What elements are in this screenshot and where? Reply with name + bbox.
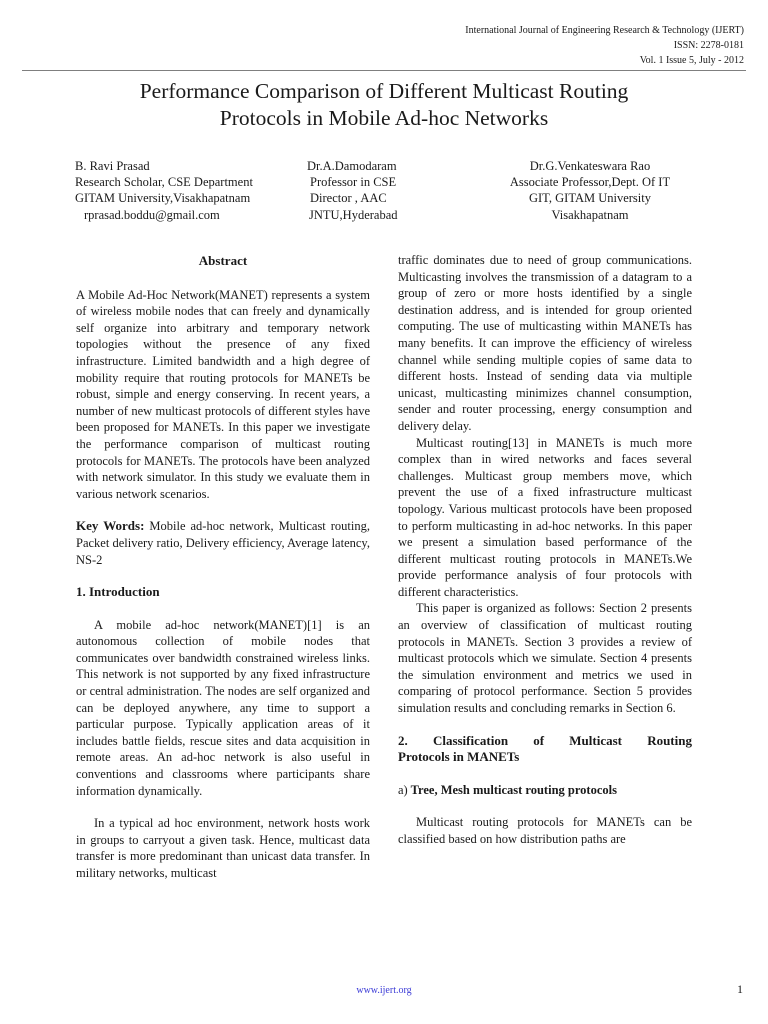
author-affiliation: GITAM University,Visakhapatnam <box>75 191 251 206</box>
author-location: Visakhapatnam <box>551 207 629 222</box>
introduction-heading: 1. Introduction <box>76 584 160 600</box>
author-block-1 <box>75 158 253 223</box>
right-column <box>398 252 692 848</box>
section-2-number: 2. <box>398 732 408 748</box>
author-role: Research Scholar, CSE Department <box>75 175 253 190</box>
author-location: JNTU,Hyderabad <box>309 207 398 222</box>
paper-title <box>40 78 728 132</box>
section-2a-title: Tree, Mesh multicast routing protocols <box>407 782 617 797</box>
section-2-word: Multicast <box>569 732 622 748</box>
introduction-paragraph-1: A mobile ad-hoc network(MANET)[1] is an autonomous collection of mobile nodes that communicates over bandwidth constrained wireless links. This network is not supported by any fixed infrastructure or central administration. The nodes are self organized and can be deployed anywhere, any time to support a particular purpose. Typically application areas of it includes battle fields, rescue sites and data acquisition in remote areas. An ad-hoc network is also useful in conventions and classrooms where participants share information dynamically. <box>76 617 370 798</box>
author-affiliation: GIT, GITAM University <box>528 191 651 206</box>
paper-title-line-2: Protocols in Mobile Ad-hoc Networks <box>219 106 549 130</box>
left-column <box>76 252 370 882</box>
section-2-heading-line-2: Protocols in MANETs <box>398 749 520 765</box>
abstract-heading: Abstract <box>198 253 248 268</box>
header-divider <box>22 70 746 71</box>
footer-website-link[interactable]: www.ijert.org <box>356 985 412 996</box>
section-2-word: Classification <box>432 732 509 748</box>
section-2a-heading <box>398 782 692 799</box>
keywords-text: Mobile ad-hoc network, Multicast routing, Packet delivery ratio, Delivery efficiency, Average latency, NS-2 <box>76 519 370 567</box>
introduction-paragraph-2-continued: traffic dominates due to need of group communications. Multicasting involves the transmission of a datagram to a group of zero or more hosts identified by a single destination address, and is intended for group oriented computing. The use of multicasting within MANETs has many benefits. It can improve the efficiency of wireless channel while sending multiple copies of same data to different hosts. Instead of sending data via multiple unicast, multicasting minimizes channel consumption, sender and router processing, energy consumption and delivery delay. <box>398 253 692 433</box>
journal-name: International Journal of Engineering Research & Technology (IJERT) <box>465 25 744 36</box>
author-role: Professor in CSE <box>310 175 397 190</box>
keywords-label: Key Words: <box>76 518 145 534</box>
keywords <box>76 518 370 568</box>
author-email[interactable]: rprasad.boddu@gmail.com <box>84 207 220 222</box>
introduction-paragraph-4: This paper is organized as follows: Section 2 presents an overview of classification of multicast routing protocols in MANETs. Section 3 provides a review of multicast protocols which we simulate. Section 4 presents the simulation environment and metrics we used in comparing of protocol performance. Section 5 provides simulation results and concluding remarks in Section 6. <box>398 601 692 716</box>
author-role: Associate Professor,Dept. Of IT <box>509 175 671 190</box>
section-2-word: of <box>533 732 545 748</box>
author-affiliation: Director , AAC <box>310 191 387 206</box>
paper-title-line-1: Performance Comparison of Different Multicast Routing <box>139 79 629 103</box>
introduction-paragraph-3: Multicast routing[13] in MANETs is much more complex than in wired networks and faces several challenges. Multicast group members move, which prevent the use of a fixed infrastructure multicast topology. Various multicast protocols have been proposed to perform multicasting in ad-hoc networks. In this paper we present a simulation based performance of the different multicast routing protocols in MANETs.We provide performance analysis of four protocols with different characteristics. <box>398 435 692 599</box>
section-2-word: Routing <box>647 732 692 748</box>
author-name: B. Ravi Prasad <box>75 159 150 173</box>
author-block-2 <box>307 158 398 223</box>
author-name: Dr.A.Damodaram <box>307 159 397 173</box>
introduction-paragraph-2: In a typical ad hoc environment, network hosts work in groups to carryout a given task. Hence, multicast data transfer is more predominant than unicast data transfer. In military networks, multicast <box>76 816 370 880</box>
journal-volume: Vol. 1 Issue 5, July - 2012 <box>639 55 744 66</box>
author-name: Dr.G.Venkateswara Rao <box>529 159 651 173</box>
section-2a-label: a) <box>398 782 408 797</box>
journal-header <box>384 23 744 68</box>
section-2-paragraph-1: Multicast routing protocols for MANETs can be classified based on how distribution paths are <box>398 815 692 846</box>
page-number: 1 <box>737 982 743 996</box>
author-block-3 <box>490 158 690 223</box>
section-2-heading <box>398 733 692 750</box>
journal-issn: ISSN: 2278-0181 <box>673 40 744 51</box>
abstract-text: A Mobile Ad-Hoc Network(MANET) represents a system of wireless mobile nodes that can freely and dynamically self organize into arbitrary and temporary network topologies without the presence of any fixed infrastructure. Limited bandwidth and a high degree of mobility require that routing protocols for MANETs be robust, simple and energy conserving. In recent years, a number of new multicast protocols of different styles have been proposed for MANETs. In this paper we investigate the performance comparison of multicast routing protocols for MANETs. The protocols have been analyzed with network simulator. In this study we evaluate them in various network scenarios. <box>76 287 370 501</box>
